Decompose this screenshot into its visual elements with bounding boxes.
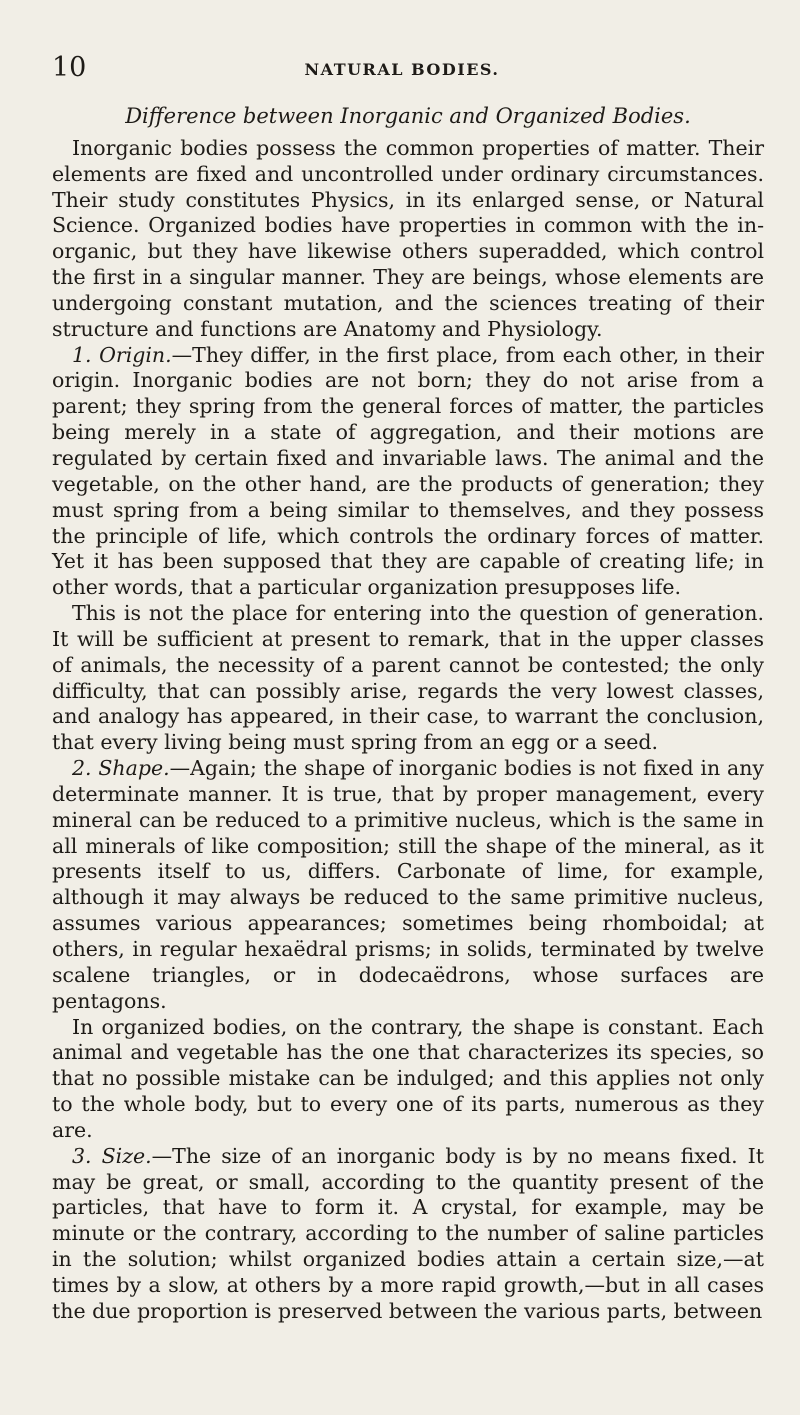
paragraph-lead: 3. Size. — [72, 1143, 152, 1168]
paragraph-lead: 1. Origin. — [72, 342, 172, 367]
page-number: 10 — [52, 52, 87, 83]
paragraph-lead: 2. Shape. — [72, 756, 170, 781]
paragraph-text: —Again; the shape of inorganic bodies is not fixed in any determinate manner. It is true, that by proper management, every mineral can be reduced to a primitive nucleus, which is the same in all minerals of like composition; still the shape of the mineral, as it presents itself to us, differs. Carbonate of lime, for example, although it may always be reduced to the same primitive nucleus, assumes various appearances; sometimes being rhomboidal; at others, in regular hexaëdral prisms; in solids, terminated by twelve scalene triangles, or in dodecaëdrons, whose surfaces are pentagons. — [52, 756, 764, 1013]
body-text — [52, 104, 764, 1325]
paragraph — [52, 343, 764, 601]
paragraph-text: —They differ, in the first place, from each other, in their origin. Inorganic bodies are not born; they do not arise from a parent; they spring from the general forces of matter, the particles being merely in a state of aggregation, and their motions are regulated by certain fixed and invariable laws. The animal and the vegetable, on the other hand, are the products of generation; they must spring from a being similar to themselves, and they possess the principle of life, which controls the ordinary forces of matter. Yet it has been supposed that they are capable of creating life; in other words, that a particular organization presupposes life. — [52, 342, 764, 600]
paragraph — [52, 601, 764, 756]
page-header — [52, 52, 752, 82]
paragraph — [52, 1144, 764, 1325]
running-head: NATURAL BODIES. — [304, 60, 500, 79]
paragraph — [52, 136, 764, 343]
section-title: Difference between Inorganic and Organized Bodies. — [125, 104, 691, 128]
paragraph-text: This is not the place for entering into the question of generation. It will be sufficient at present to remark, that in the upper classes of animals, the necessity of a parent cannot be contested; the only difficulty, that can possibly arise, regards the very lowest classes, and analogy has appeared, in their case, to warrant the conclusion, that every living being must spring from an egg or a seed. — [52, 601, 764, 755]
paragraph — [52, 1015, 764, 1144]
paragraph-text: —The size of an inorganic body is by no means fixed. It may be great, or small, according to the quantity present of the particles, that have to form it. A crystal, for example, may be minute or the contrary, according to the number of saline particles in the solution; whilst organized bodies attain a certain size,—at times by a slow, at others by a more rapid growth,—but in all cases the due proportion is preserved between the various parts, between — [52, 1143, 765, 1323]
paragraph-text: Inorganic bodies possess the common properties of matter. Their elements are fixed and uncontrolled under ordinary circumstances. Their study constitutes Physics, in its enlarged sense, or Natural Science. Organized bodies have properties in common with the in-organic, but they have likewise others superadded, which control the first in a singular manner. They are beings, whose elements are undergoing constant mutation, and the sciences treating of their structure and functions are Anatomy and Physiology. — [52, 135, 764, 341]
paragraph — [52, 756, 764, 1014]
paragraph-text: In organized bodies, on the contrary, the shape is constant. Each animal and vegetable has the one that characterizes its species, so that no possible mistake can be indulged; and this applies not only to the whole body, but to every one of its parts, numerous as they are. — [52, 1014, 764, 1142]
